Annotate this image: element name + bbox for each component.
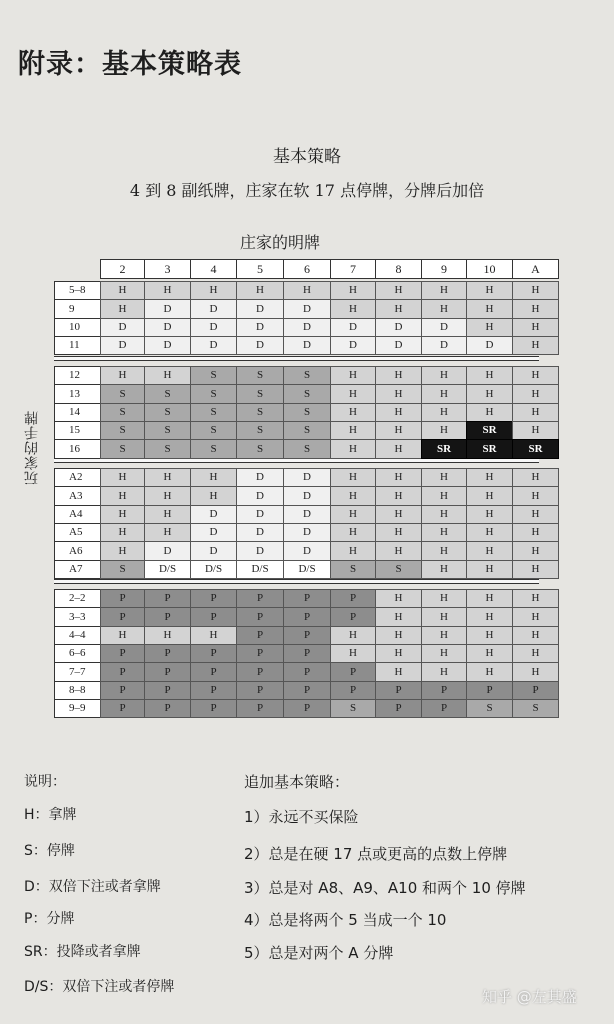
strategy-cell: P (144, 607, 191, 627)
legend-item-split: P：分牌 (24, 911, 75, 927)
strategy-cell: D (375, 336, 422, 355)
strategy-cell: H (512, 662, 559, 682)
strategy-cell: H (512, 560, 559, 579)
strategy-cell: P (190, 644, 237, 663)
strategy-cell: S (466, 699, 513, 718)
strategy-cell: H (375, 366, 422, 385)
strategy-cell: H (190, 626, 237, 645)
strategy-cell: H (144, 626, 191, 645)
legend-item-hit: H：拿牌 (24, 807, 77, 823)
strategy-cell: H (144, 468, 191, 487)
strategy-cell: H (421, 486, 467, 506)
strategy-cell: P (283, 626, 331, 645)
strategy-cell: P (100, 662, 145, 682)
strategy-cell: P (236, 626, 284, 645)
player-hand-label: A7 (54, 560, 101, 579)
strategy-cell: D (283, 523, 331, 542)
player-hand-label: 9 (54, 299, 101, 319)
strategy-cell: D (466, 336, 513, 355)
strategy-cell: D (283, 336, 331, 355)
strategy-cell: D (190, 318, 237, 337)
legend-item-surrender: SR：投降或者拿牌 (24, 944, 141, 960)
strategy-cell: S (283, 384, 331, 404)
dealer-card-header: 4 (190, 259, 237, 279)
strategy-cell: H (421, 523, 467, 542)
strategy-cell: D (375, 318, 422, 337)
strategy-cell: S (375, 560, 422, 579)
strategy-cell: S (283, 439, 331, 459)
strategy-cell: S (512, 699, 559, 718)
strategy-cell: D (190, 336, 237, 355)
player-hand-label: 3–3 (54, 607, 101, 627)
strategy-cell: P (375, 681, 422, 700)
strategy-cell: D/S (236, 560, 284, 579)
strategy-cell: H (144, 505, 191, 524)
strategy-cell: H (421, 421, 467, 440)
strategy-cell: S (330, 699, 376, 718)
strategy-cell: H (100, 468, 145, 487)
strategy-cell: S (330, 560, 376, 579)
strategy-cell: H (283, 281, 331, 300)
strategy-cell: D/S (190, 560, 237, 579)
strategy-cell: H (100, 366, 145, 385)
dealer-card-header: 8 (375, 259, 422, 279)
strategy-cell: H (375, 662, 422, 682)
strategy-cell: D (236, 523, 284, 542)
strategy-cell: H (375, 607, 422, 627)
strategy-cell: P (421, 681, 467, 700)
legend-item-double: D：双倍下注或者拿牌 (24, 879, 161, 895)
strategy-cell: H (375, 439, 422, 459)
strategy-cell: H (330, 281, 376, 300)
strategy-cell: H (421, 384, 467, 404)
strategy-cell: H (100, 486, 145, 506)
strategy-cell: P (144, 644, 191, 663)
strategy-cell: P (283, 607, 331, 627)
strategy-cell: D (144, 318, 191, 337)
strategy-cell: P (466, 681, 513, 700)
strategy-cell: H (375, 403, 422, 422)
strategy-cell: D (100, 318, 145, 337)
strategy-cell: P (283, 681, 331, 700)
strategy-cell: H (375, 644, 422, 663)
strategy-cell: D (190, 505, 237, 524)
strategy-cell: H (512, 486, 559, 506)
strategy-cell: S (100, 421, 145, 440)
dealer-card-header: 2 (100, 259, 145, 279)
strategy-cell: D (144, 336, 191, 355)
dealer-axis-label: 庄家的明牌 (240, 233, 321, 252)
strategy-cell: H (330, 421, 376, 440)
player-hand-label: A2 (54, 468, 101, 487)
dealer-card-header: 7 (330, 259, 376, 279)
strategy-cell: P (190, 681, 237, 700)
strategy-cell: H (330, 403, 376, 422)
strategy-cell: S (144, 403, 191, 422)
strategy-cell: S (100, 384, 145, 404)
strategy-cell: D (421, 318, 467, 337)
strategy-cell: H (466, 403, 513, 422)
strategy-cell: H (375, 299, 422, 319)
strategy-cell: H (512, 403, 559, 422)
strategy-cell: S (144, 439, 191, 459)
strategy-cell: H (421, 403, 467, 422)
strategy-cell: H (330, 541, 376, 561)
strategy-cell: S (100, 403, 145, 422)
strategy-cell: D (236, 541, 284, 561)
strategy-cell: H (100, 523, 145, 542)
strategy-cell: H (421, 299, 467, 319)
strategy-cell: H (100, 626, 145, 645)
strategy-cell: P (236, 644, 284, 663)
strategy-cell: H (466, 384, 513, 404)
strategy-cell: H (330, 626, 376, 645)
strategy-cell: P (330, 681, 376, 700)
strategy-cell: P (190, 662, 237, 682)
strategy-cell: H (375, 384, 422, 404)
strategy-cell: D (144, 541, 191, 561)
player-hand-label: 13 (54, 384, 101, 404)
strategy-cell: P (236, 589, 284, 608)
strategy-cell: H (375, 505, 422, 524)
player-hand-label: 10 (54, 318, 101, 337)
rule-item-5: 5）总是对两个 A 分牌 (244, 944, 394, 962)
strategy-cell: SR (466, 439, 513, 459)
section-divider (54, 356, 539, 361)
strategy-cell: P (283, 662, 331, 682)
player-hand-label: 15 (54, 421, 101, 440)
strategy-cell: S (283, 366, 331, 385)
strategy-cell: H (466, 318, 513, 337)
strategy-cell: D (236, 505, 284, 524)
strategy-cell: H (100, 281, 145, 300)
player-hand-label: 11 (54, 336, 101, 355)
strategy-cell: H (421, 281, 467, 300)
strategy-cell: P (375, 699, 422, 718)
strategy-cell: S (144, 421, 191, 440)
strategy-cell: S (236, 403, 284, 422)
strategy-cell: H (512, 644, 559, 663)
strategy-cell: P (190, 589, 237, 608)
chart-subtitle: 4 到 8 副纸牌，庄家在软 17 点停牌，分牌后加倍 (129, 181, 485, 200)
strategy-cell: P (236, 699, 284, 718)
strategy-cell: H (100, 541, 145, 561)
strategy-cell: P (144, 662, 191, 682)
dealer-card-header: 6 (283, 259, 331, 279)
chart-title: 基本策略 (273, 147, 341, 167)
strategy-cell: D (236, 468, 284, 487)
strategy-cell: S (190, 366, 237, 385)
strategy-cell: H (375, 281, 422, 300)
section-divider (54, 579, 539, 584)
strategy-cell: H (466, 486, 513, 506)
player-hand-label: 7–7 (54, 662, 101, 682)
strategy-cell: H (466, 589, 513, 608)
strategy-cell: H (466, 541, 513, 561)
strategy-cell: H (375, 523, 422, 542)
strategy-cell: H (512, 366, 559, 385)
strategy-cell: H (190, 281, 237, 300)
strategy-cell: P (144, 681, 191, 700)
strategy-cell: D (236, 318, 284, 337)
legend-item-stand: S：停牌 (24, 843, 75, 859)
strategy-cell: S (144, 384, 191, 404)
strategy-cell: H (512, 336, 559, 355)
strategy-cell: H (466, 523, 513, 542)
strategy-cell: D (144, 299, 191, 319)
strategy-cell: S (236, 421, 284, 440)
strategy-cell: H (512, 505, 559, 524)
rules-heading: 追加基本策略： (244, 773, 350, 791)
player-hand-label: 9–9 (54, 699, 101, 718)
legend-item-double-stand: D/S：双倍下注或者停牌 (24, 979, 175, 995)
strategy-cell: SR (421, 439, 467, 459)
strategy-cell: P (236, 607, 284, 627)
player-hand-label: 14 (54, 403, 101, 422)
player-hand-label: A4 (54, 505, 101, 524)
player-axis-label: 玩家的手牌 (24, 410, 40, 485)
strategy-cell: D (236, 299, 284, 319)
strategy-cell: H (330, 366, 376, 385)
strategy-cell: P (421, 699, 467, 718)
strategy-cell: H (236, 281, 284, 300)
player-hand-label: 12 (54, 366, 101, 385)
rule-item-1: 1）永远不买保险 (244, 808, 359, 826)
strategy-cell: S (190, 403, 237, 422)
strategy-cell: P (236, 681, 284, 700)
strategy-cell: P (100, 699, 145, 718)
strategy-cell: S (100, 560, 145, 579)
strategy-cell: H (466, 505, 513, 524)
strategy-cell: H (144, 486, 191, 506)
player-hand-label: 4–4 (54, 626, 101, 645)
player-hand-label: 6–6 (54, 644, 101, 663)
strategy-cell: D (236, 486, 284, 506)
strategy-cell: D (330, 318, 376, 337)
strategy-cell: H (144, 366, 191, 385)
strategy-cell: P (190, 699, 237, 718)
strategy-cell: H (330, 299, 376, 319)
player-hand-label: 8–8 (54, 681, 101, 700)
strategy-cell: H (190, 486, 237, 506)
strategy-cell: D (190, 299, 237, 319)
dealer-card-header: 5 (236, 259, 284, 279)
strategy-cell: H (466, 607, 513, 627)
strategy-cell: P (144, 699, 191, 718)
strategy-cell: H (466, 299, 513, 319)
strategy-cell: H (512, 318, 559, 337)
strategy-cell: P (100, 644, 145, 663)
strategy-cell: H (512, 607, 559, 627)
strategy-cell: P (283, 589, 331, 608)
strategy-cell: H (330, 384, 376, 404)
strategy-cell: H (421, 541, 467, 561)
strategy-cell: P (100, 589, 145, 608)
strategy-cell: P (283, 644, 331, 663)
strategy-cell: P (190, 607, 237, 627)
player-hand-label: A3 (54, 486, 101, 506)
strategy-cell: H (100, 299, 145, 319)
player-hand-label: 5–8 (54, 281, 101, 300)
strategy-cell: H (375, 486, 422, 506)
strategy-cell: S (190, 439, 237, 459)
strategy-cell: H (466, 468, 513, 487)
strategy-cell: H (512, 541, 559, 561)
strategy-cell: H (421, 589, 467, 608)
player-hand-label: A5 (54, 523, 101, 542)
strategy-cell: S (190, 384, 237, 404)
strategy-cell: D (283, 468, 331, 487)
strategy-cell: H (375, 626, 422, 645)
strategy-cell: H (421, 644, 467, 663)
strategy-cell: D (100, 336, 145, 355)
strategy-cell: S (190, 421, 237, 440)
strategy-cell: H (512, 281, 559, 300)
strategy-cell: D/S (283, 560, 331, 579)
strategy-cell: H (466, 644, 513, 663)
strategy-cell: H (330, 439, 376, 459)
strategy-cell: SR (512, 439, 559, 459)
strategy-cell: P (144, 589, 191, 608)
strategy-cell: H (466, 662, 513, 682)
strategy-cell: P (512, 681, 559, 700)
strategy-cell: H (512, 468, 559, 487)
dealer-card-header: A (512, 259, 559, 279)
strategy-cell: H (421, 366, 467, 385)
strategy-cell: H (375, 589, 422, 608)
strategy-cell: H (330, 505, 376, 524)
strategy-cell: H (330, 523, 376, 542)
strategy-cell: H (466, 560, 513, 579)
strategy-cell: H (375, 421, 422, 440)
strategy-cell: H (100, 505, 145, 524)
dealer-card-header: 10 (466, 259, 513, 279)
strategy-cell: D (283, 541, 331, 561)
strategy-cell: D (283, 299, 331, 319)
strategy-cell: P (100, 681, 145, 700)
strategy-cell: D/S (144, 560, 191, 579)
strategy-cell: D (283, 318, 331, 337)
strategy-cell: H (144, 523, 191, 542)
dealer-card-header: 9 (421, 259, 467, 279)
rule-item-4: 4）总是将两个 5 当成一个 10 (244, 911, 447, 929)
strategy-cell: H (512, 299, 559, 319)
strategy-cell: H (512, 589, 559, 608)
strategy-cell: H (375, 541, 422, 561)
strategy-cell: H (330, 644, 376, 663)
strategy-cell: H (330, 468, 376, 487)
strategy-cell: H (512, 523, 559, 542)
legend-heading: 说明： (24, 774, 66, 790)
strategy-cell: S (236, 366, 284, 385)
player-hand-label: 16 (54, 439, 101, 459)
strategy-cell: H (512, 421, 559, 440)
strategy-cell: D (283, 486, 331, 506)
strategy-cell: D (190, 541, 237, 561)
strategy-cell: H (466, 366, 513, 385)
strategy-cell: S (283, 421, 331, 440)
strategy-cell: H (512, 626, 559, 645)
strategy-cell: H (466, 281, 513, 300)
strategy-cell: H (421, 468, 467, 487)
strategy-cell: H (330, 486, 376, 506)
page-title: 附录：基本策略表 (18, 49, 242, 80)
strategy-cell: S (100, 439, 145, 459)
strategy-cell: H (144, 281, 191, 300)
rule-item-3: 3）总是对 A8、A9、A10 和两个 10 停牌 (244, 879, 526, 897)
strategy-cell: D (190, 523, 237, 542)
strategy-cell: S (283, 403, 331, 422)
watermark: 知乎 @左其盛 (482, 988, 577, 1006)
strategy-cell: P (330, 662, 376, 682)
strategy-cell: P (100, 607, 145, 627)
strategy-cell: D (330, 336, 376, 355)
strategy-cell: H (421, 626, 467, 645)
player-hand-label: 2–2 (54, 589, 101, 608)
strategy-cell: H (421, 607, 467, 627)
strategy-cell: D (236, 336, 284, 355)
player-hand-label: A6 (54, 541, 101, 561)
strategy-cell: H (421, 505, 467, 524)
strategy-cell: D (421, 336, 467, 355)
strategy-cell: S (236, 439, 284, 459)
strategy-cell: P (236, 662, 284, 682)
rule-item-2: 2）总是在硬 17 点或更高的点数上停牌 (244, 845, 508, 863)
strategy-cell: P (330, 589, 376, 608)
dealer-card-header: 3 (144, 259, 191, 279)
strategy-cell: H (466, 626, 513, 645)
strategy-cell: S (236, 384, 284, 404)
strategy-cell: H (190, 468, 237, 487)
strategy-cell: H (512, 384, 559, 404)
strategy-cell: P (283, 699, 331, 718)
strategy-cell: H (375, 468, 422, 487)
strategy-cell: SR (466, 421, 513, 440)
strategy-cell: P (330, 607, 376, 627)
strategy-cell: H (421, 662, 467, 682)
strategy-cell: H (421, 560, 467, 579)
strategy-cell: D (283, 505, 331, 524)
